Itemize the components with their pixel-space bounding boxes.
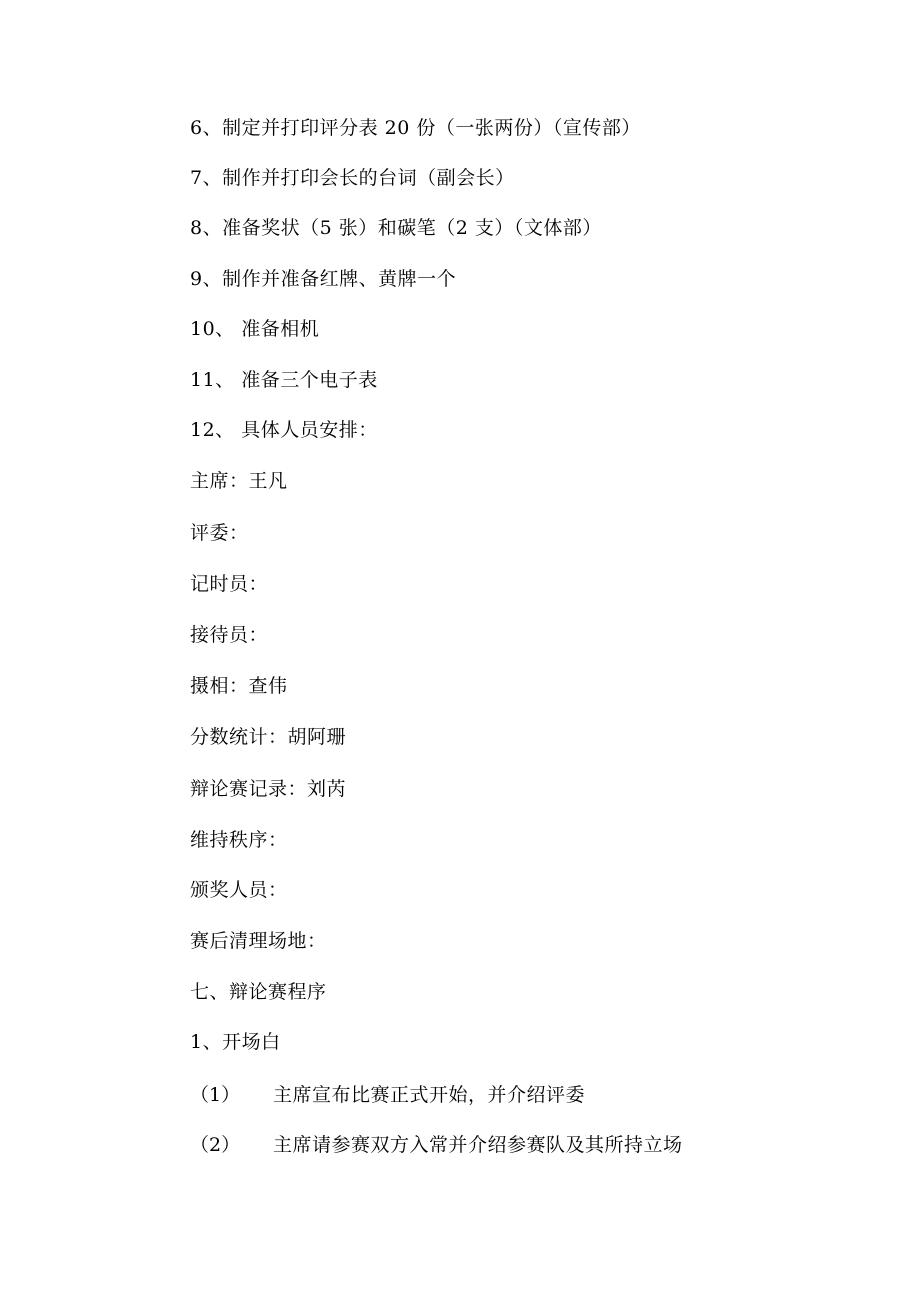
sub-item-2-number: （2） bbox=[190, 1134, 241, 1156]
task-item-8: 8、准备奖状（5 张）和碳笔（2 支）（文体部） bbox=[190, 217, 602, 239]
role-receptionist: 接待员： bbox=[190, 624, 269, 646]
task-item-12: 12、 具体人员安排： bbox=[190, 419, 378, 441]
sub-item-1-number: （1） bbox=[190, 1084, 241, 1106]
sub-item-1-text: 主席宣布比赛正式开始，并介绍评委 bbox=[273, 1084, 586, 1106]
task-item-9: 9、制作并准备红牌、黄牌一个 bbox=[190, 268, 457, 290]
sub-item-2-text: 主席请参赛双方入常并介绍参赛队及其所持立场 bbox=[273, 1134, 683, 1156]
task-item-10: 10、 准备相机 bbox=[190, 318, 320, 340]
task-item-7: 7、制作并打印会长的台词（副会长） bbox=[190, 167, 515, 189]
role-order-keeping: 维持秩序： bbox=[190, 829, 288, 851]
role-award-presenter: 颁奖人员： bbox=[190, 879, 288, 901]
role-timekeeper: 记时员： bbox=[190, 573, 269, 595]
task-item-6: 6、制定并打印评分表 20 份（一张两份）（宣传部） bbox=[190, 117, 641, 139]
task-item-11: 11、 准备三个电子表 bbox=[190, 369, 378, 391]
role-debate-recorder: 辩论赛记录：刘芮 bbox=[190, 778, 347, 800]
section-heading-program: 七、辩论赛程序 bbox=[190, 981, 327, 1003]
role-score-tally: 分数统计：胡阿珊 bbox=[190, 726, 347, 748]
role-cleanup: 赛后清理场地： bbox=[190, 930, 327, 952]
role-chair: 主席：王凡 bbox=[190, 470, 288, 492]
role-judges: 评委： bbox=[190, 522, 249, 544]
role-photographer: 摄相：查伟 bbox=[190, 675, 288, 697]
step-opening: 1、开场白 bbox=[190, 1031, 281, 1053]
